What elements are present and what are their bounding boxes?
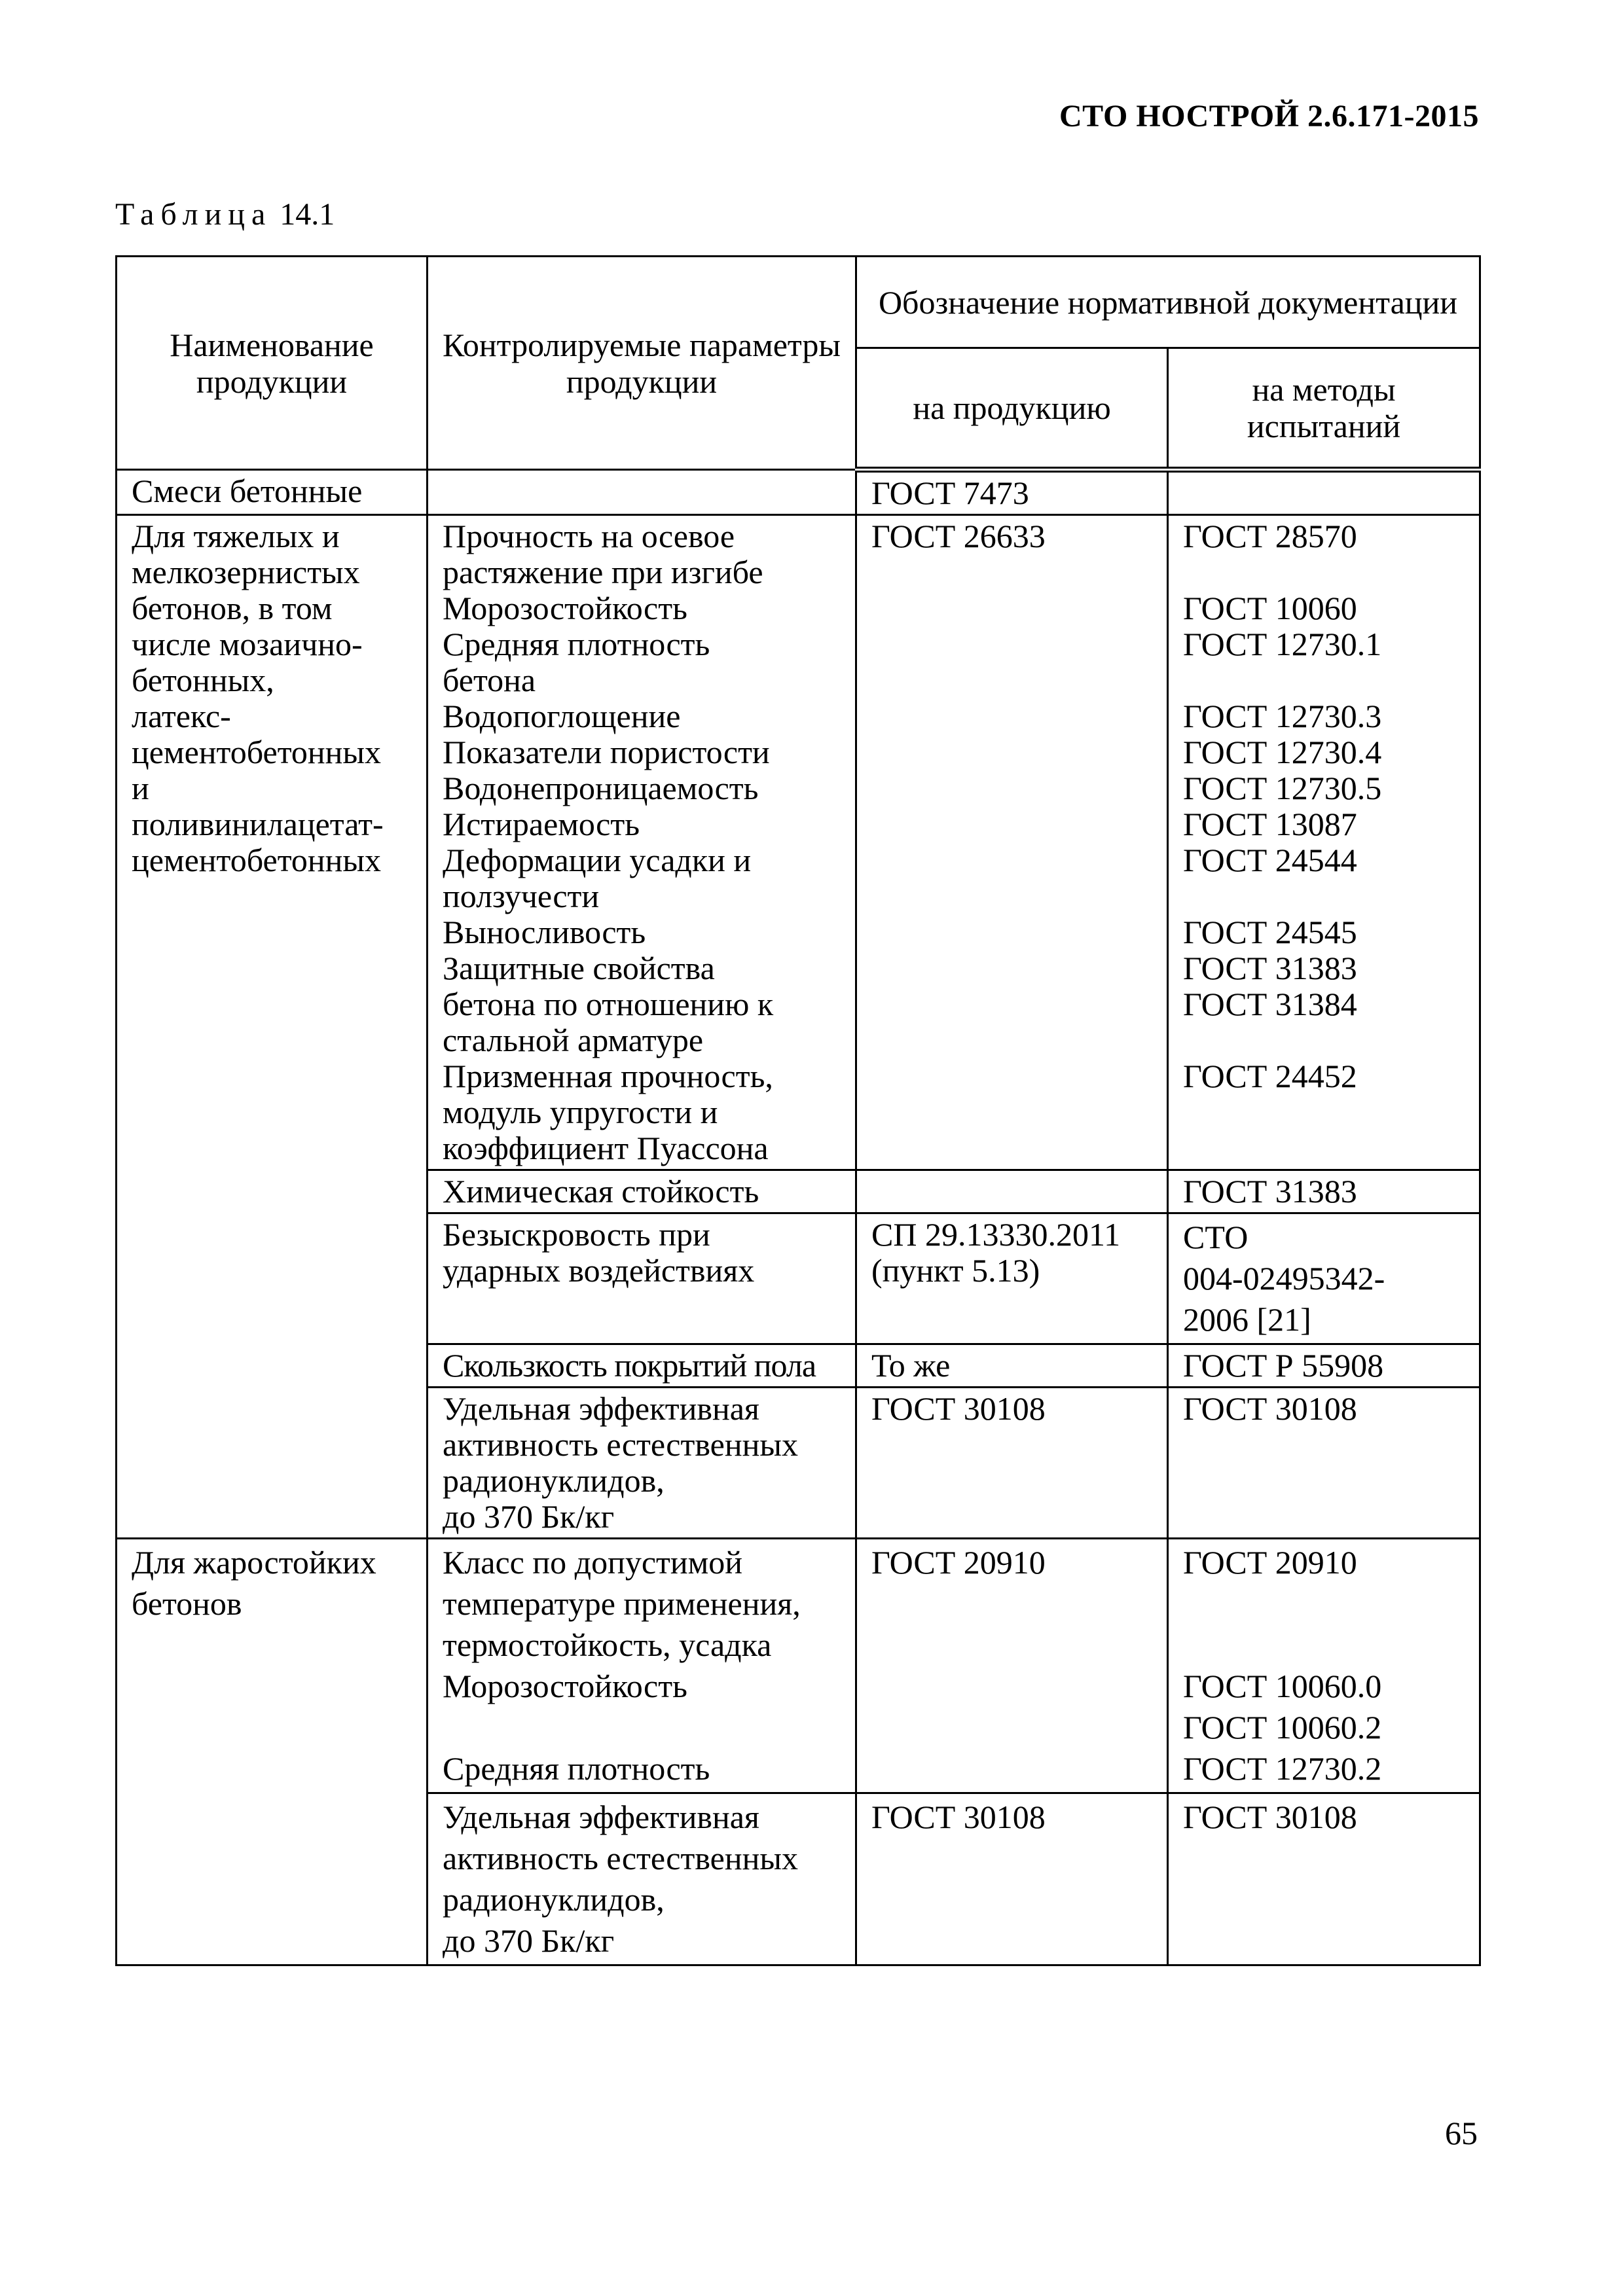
table-caption-label: Таблица: [115, 197, 272, 232]
cell-product: Для жаростойких бетонов: [117, 1539, 428, 1965]
cell-params: [428, 470, 856, 515]
cell-params: Прочность на осевое растяжение при изгибе Морозостойкость Средняя плотность бетона Водопоглощение Показатели пористости Водонепроницаемость Истираемость Деформации усадки и ползучести Выносливость Защитные свойства бетона по отношению к стальной арматуре Призменная прочность, модуль упругости и коэффициент Пуассона: [428, 515, 856, 1170]
table-row: [117, 1539, 1480, 1793]
header-normative-docs: Обозначение нормативной документации: [856, 257, 1480, 348]
standards-table: [115, 255, 1481, 1966]
cell-test-doc: [1168, 470, 1480, 515]
cell-test-doc: ГОСТ 31383: [1168, 1170, 1480, 1213]
table-caption: [115, 196, 335, 232]
cell-product-doc: То же: [856, 1344, 1168, 1388]
cell-params: Удельная эффективная активность естественных радионуклидов, до 370 Бк/кг: [428, 1388, 856, 1539]
cell-product-doc: ГОСТ 30108: [856, 1388, 1168, 1539]
cell-test-doc: ГОСТ 28570 ГОСТ 10060 ГОСТ 12730.1 ГОСТ 12730.3 ГОСТ 12730.4 ГОСТ 12730.5 ГОСТ 13087 ГОСТ 24544 ГОСТ 24545 ГОСТ 31383 ГОСТ 31384 ГОСТ 24452: [1168, 515, 1480, 1170]
cell-test-doc: ГОСТ 30108: [1168, 1388, 1480, 1539]
header-for-test-methods: на методы испытаний: [1168, 348, 1480, 470]
cell-product-doc: СП 29.13330.2011 (пункт 5.13): [856, 1213, 1168, 1344]
cell-params: Безыскровость при ударных воздействиях: [428, 1213, 856, 1344]
cell-test-doc: СТО 004-02495342- 2006 [21]: [1168, 1213, 1480, 1344]
cell-product: Смеси бетонные: [117, 470, 428, 515]
header-for-product: на продукцию: [856, 348, 1168, 470]
table-row: [117, 515, 1480, 1170]
cell-product-doc: ГОСТ 20910: [856, 1539, 1168, 1793]
cell-product-doc: ГОСТ 7473: [856, 470, 1168, 515]
cell-product-doc: [856, 1170, 1168, 1213]
cell-test-doc: ГОСТ Р 55908: [1168, 1344, 1480, 1388]
cell-product-doc: ГОСТ 30108: [856, 1793, 1168, 1965]
cell-params: Удельная эффективная активность естественных радионуклидов, до 370 Бк/кг: [428, 1793, 856, 1965]
cell-params: Класс по допустимой температуре применения, термостойкость, усадка Морозостойкость Средняя плотность: [428, 1539, 856, 1793]
cell-params: Скользкость покрытий пола: [428, 1344, 856, 1388]
page-number: 65: [1445, 2115, 1478, 2151]
document-code: СТО НОСТРОЙ 2.6.171-2015: [1059, 99, 1479, 134]
cell-params: Химическая стойкость: [428, 1170, 856, 1213]
cell-product-doc: ГОСТ 26633: [856, 515, 1168, 1170]
cell-test-doc: ГОСТ 20910 ГОСТ 10060.0 ГОСТ 10060.2 ГОСТ 12730.2: [1168, 1539, 1480, 1793]
table-row: [117, 470, 1480, 515]
header-product-name: Наименование продукции: [117, 257, 428, 470]
table-caption-number: 14.1: [280, 197, 335, 232]
cell-product: Для тяжелых и мелкозернистых бетонов, в том числе мозаично- бетонных, латекс- цементобетонных и поливинилацетат- цементобетонных: [117, 515, 428, 1539]
header-controlled-params: Контролируемые параметры продукции: [428, 257, 856, 470]
cell-test-doc: ГОСТ 30108: [1168, 1793, 1480, 1965]
